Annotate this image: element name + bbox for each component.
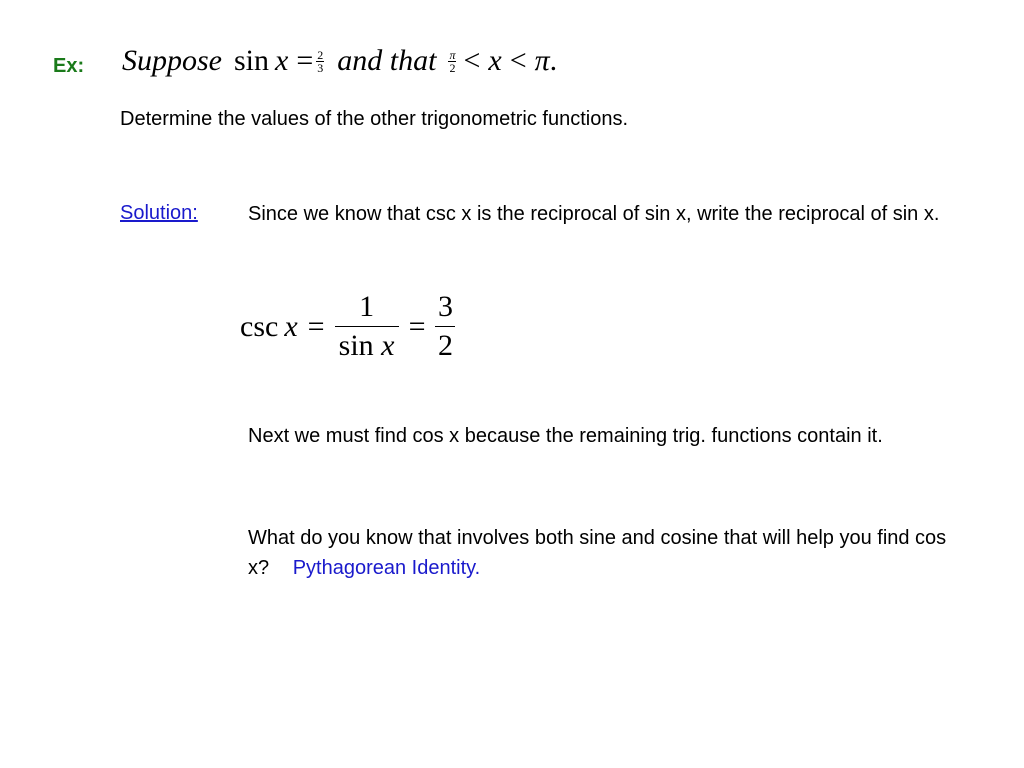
fraction-denominator — [339, 329, 395, 363]
fraction-bar — [435, 326, 455, 327]
variable-x: x — [275, 44, 289, 77]
pi-symbol: π — [534, 44, 550, 77]
fraction-denominator: 2 — [437, 329, 453, 362]
variable-x: x — [284, 309, 298, 343]
answer-text: Pythagorean Identity. — [292, 557, 481, 579]
equals-sign: = — [296, 44, 314, 77]
equals-sign: = — [408, 309, 426, 343]
fraction-numerator: π — [449, 47, 456, 62]
fraction-numerator: 2 — [317, 47, 324, 62]
solution-step-1: Since we know that csc x is the reciprocal of sin x, write the reciprocal of sin x. — [248, 203, 940, 225]
variable-x: x — [381, 329, 395, 362]
prompt-text: Determine the values of the other trigonometric functions. — [120, 108, 629, 130]
fraction-two-thirds — [316, 49, 324, 74]
csc-equation — [240, 290, 455, 363]
less-than-sign: < — [509, 44, 527, 77]
example-label: Ex: — [53, 55, 85, 77]
solution-link[interactable]: Solution: — [120, 202, 198, 224]
fraction-denominator: 3 — [317, 60, 324, 75]
word-and-that: and that — [337, 44, 437, 77]
less-than-sign: < — [463, 44, 481, 77]
step-3-question: What do you know that involves both sine and cosine that will help you find cos x? — [248, 527, 947, 579]
problem-statement — [122, 42, 557, 80]
fraction-bar — [335, 326, 399, 327]
sin-function: sin — [338, 329, 374, 362]
variable-x: x — [488, 44, 502, 77]
solution-step-2: Next we must find cos x because the remaining trig. functions contain it. — [248, 425, 883, 447]
csc-function: csc — [240, 309, 279, 343]
equals-sign: = — [307, 309, 325, 343]
fraction-one-over-sin-x — [335, 290, 399, 363]
sin-function: sin — [234, 44, 270, 77]
period: . — [549, 44, 558, 77]
fraction-numerator: 3 — [437, 290, 453, 323]
fraction-pi-over-two — [448, 49, 456, 74]
fraction-three-halves — [435, 290, 455, 363]
fraction-numerator: 1 — [359, 290, 375, 323]
solution-step-3 — [248, 523, 958, 583]
fraction-denominator: 2 — [449, 60, 456, 75]
word-suppose: Suppose — [122, 44, 222, 77]
